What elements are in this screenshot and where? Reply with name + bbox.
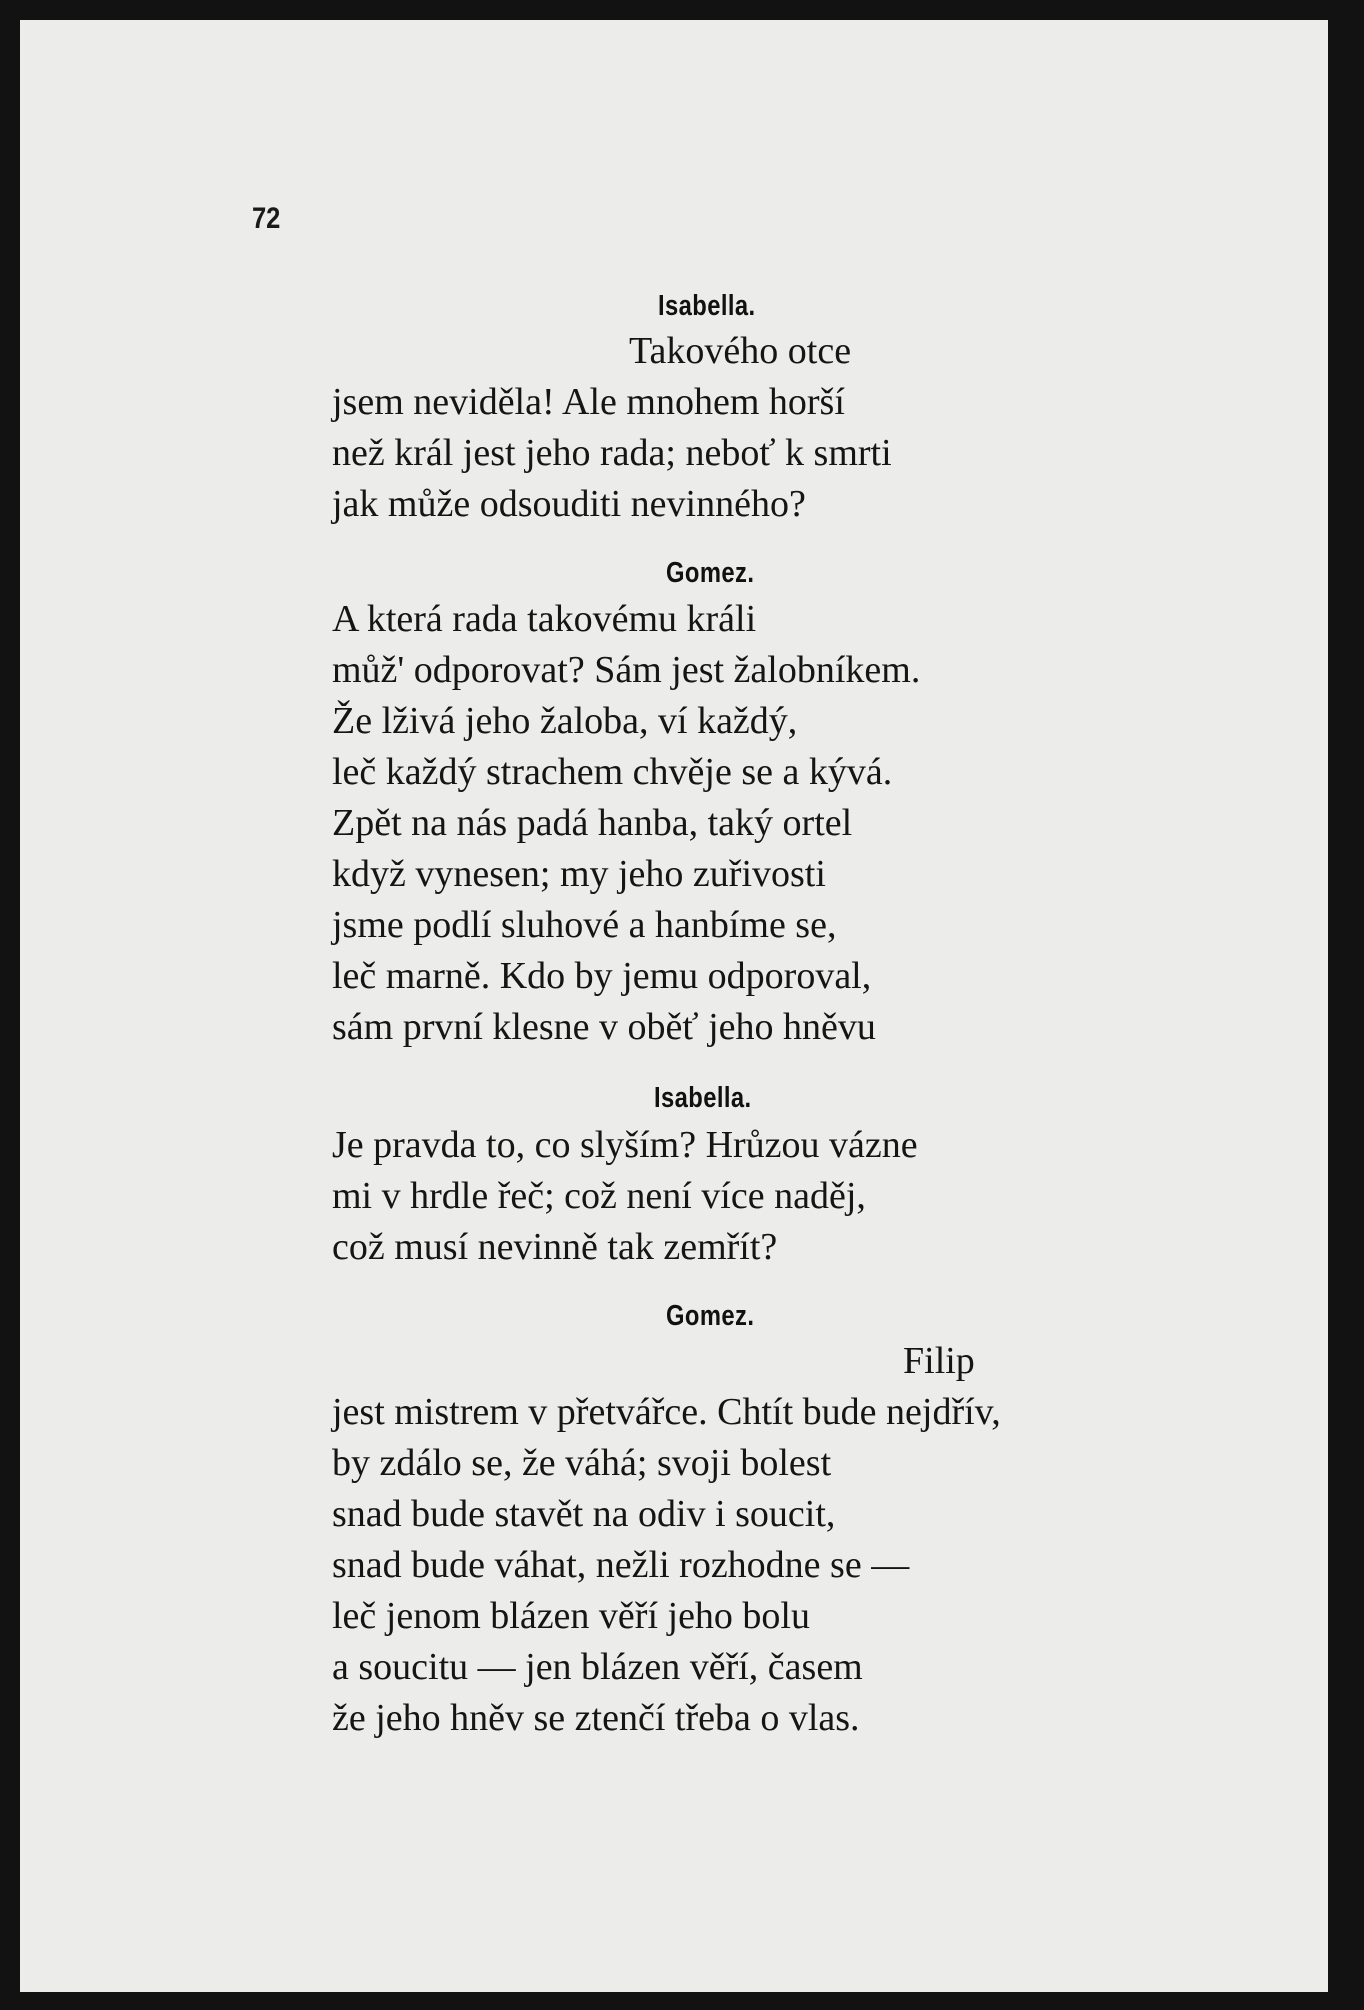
speaker-name: Isabella. bbox=[658, 290, 756, 322]
verse-line: můž' odporovat? Sám jest žalobníkem. bbox=[332, 649, 921, 691]
verse-line: mi v hrdle řeč; což není více naděj, bbox=[332, 1175, 866, 1217]
verse-line: a soucitu — jen blázen věří, časem bbox=[332, 1646, 863, 1688]
verse-line: Že lživá jeho žaloba, ví každý, bbox=[332, 700, 798, 742]
verse-line: snad bude stavět na odiv i soucit, bbox=[332, 1493, 836, 1535]
verse-line: než král jest jeho rada; neboť k smrti bbox=[332, 432, 892, 474]
verse-line: leč marně. Kdo by jemu odporoval, bbox=[332, 955, 872, 997]
verse-line: jest mistrem v přetvářce. Chtít bude nejdřív, bbox=[332, 1391, 1001, 1433]
verse-line: Takového otce bbox=[629, 330, 852, 372]
verse-line: Filip bbox=[903, 1340, 975, 1382]
verse-line: jsem neviděla! Ale mnohem horší bbox=[332, 381, 845, 423]
verse-line: sám první klesne v oběť jeho hněvu bbox=[332, 1006, 876, 1048]
book-page bbox=[20, 20, 1328, 1992]
speaker-name: Isabella. bbox=[654, 1082, 752, 1114]
verse-line: jak může odsouditi nevinného? bbox=[332, 483, 806, 525]
speaker-name: Gomez. bbox=[666, 1300, 755, 1332]
verse-line: Zpět na nás padá hanba, taký ortel bbox=[332, 802, 853, 844]
verse-line: jsme podlí sluhové a hanbíme se, bbox=[332, 904, 837, 946]
verse-line: by zdálo se, že váhá; svoji bolest bbox=[332, 1442, 832, 1484]
verse-line: když vynesen; my jeho zuřivosti bbox=[332, 853, 826, 895]
verse-line: snad bude váhat, nežli rozhodne se — bbox=[332, 1544, 910, 1586]
verse-line: leč každý strachem chvěje se a kývá. bbox=[332, 751, 893, 793]
verse-line: Je pravda to, co slyším? Hrůzou vázne bbox=[332, 1124, 918, 1166]
page-number: 72 bbox=[252, 202, 281, 235]
verse-line: leč jenom blázen věří jeho bolu bbox=[332, 1595, 810, 1637]
verse-line: což musí nevinně tak zemřít? bbox=[332, 1226, 778, 1268]
verse-line: A která rada takovému králi bbox=[332, 598, 757, 640]
verse-line: že jeho hněv se ztenčí třeba o vlas. bbox=[332, 1697, 860, 1739]
speaker-name: Gomez. bbox=[666, 557, 755, 589]
